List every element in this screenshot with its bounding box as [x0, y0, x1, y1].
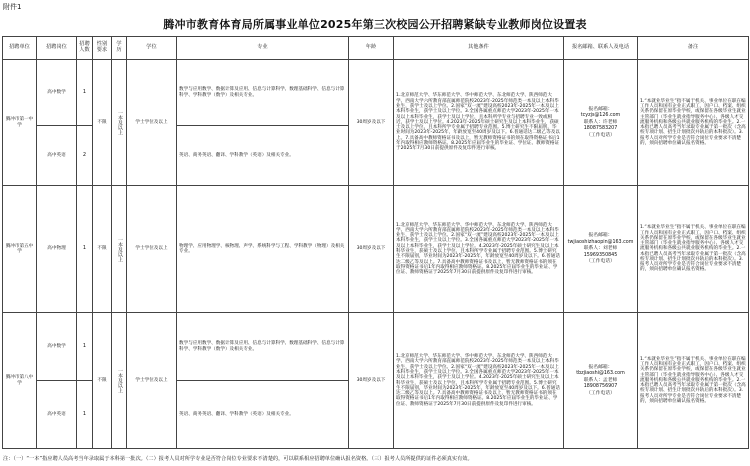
- post-cell: 高中数学: [37, 60, 77, 126]
- major-cell: 物理学、应用物理学、核物理、声学、系统科学与工程、学科教学（物理）及相关专业。: [177, 186, 349, 313]
- contact-person: 联系人：刘老师: [583, 246, 618, 252]
- contact-email[interactable]: tbzjiaoshi@163.com: [576, 371, 625, 377]
- contact-phone: 18908756907: [583, 384, 618, 390]
- post-cell: 高中英语: [37, 126, 77, 186]
- contact-person: 联系人：许老师: [583, 119, 618, 125]
- table-row: [3, 186, 749, 313]
- contact-email[interactable]: tcyzjs@126.com: [580, 113, 621, 119]
- post-cell: 高中英语: [37, 381, 77, 449]
- contact-email-label: 报名邮箱：: [588, 364, 613, 370]
- header-cell: 招聘人数: [77, 37, 93, 60]
- post-cell: 高中物理: [37, 186, 77, 313]
- header-cell: 招聘岗位: [37, 37, 77, 60]
- gender-cell: 不限: [93, 313, 112, 449]
- count-cell: 1: [77, 381, 93, 449]
- table-row: [3, 313, 749, 381]
- age-cell: 30周岁及以下: [349, 313, 394, 449]
- gender-cell: 不限: [93, 60, 112, 186]
- contact-email-label: 报名邮箱：: [588, 106, 613, 112]
- unit-cell: 腾冲市第一中学: [3, 60, 37, 186]
- contact-email-label: 报名邮箱：: [588, 233, 613, 239]
- contact-phone: 15969350845: [583, 252, 618, 258]
- gender-cell: 不限: [93, 186, 112, 313]
- header-cell: 招聘单位: [3, 37, 37, 60]
- degree-cell: 学士学位及以上: [127, 60, 177, 186]
- remarks-cell: 1.“本就业毕业生”指不属于机关、事业单位在职在编工作人员和国有企业正式职工，因户口、档案、组织关系仍保留在原毕业学校，或保留在各级毕业生就业主管部门（毕业生就业指导服务中心）、各级人才交流服务机构和各级公共就业服务机构的毕业生。2.一本指已聘人员高考当年录取专业属于第一批次（含高校专项计划、招生计划批次并轨后的本科批次）。3.报考人员对所学专业是否符合岗位专业要求不清楚的，须向招聘单位确认报名资格。: [638, 313, 749, 449]
- unit-cell: 腾冲市第八中学: [3, 313, 37, 449]
- contact-cell: [564, 60, 638, 186]
- header-cell: 报名邮箱、联系人及电话: [564, 37, 638, 60]
- education-cell: 一本及以上: [112, 60, 127, 186]
- header-cell: 学位: [127, 37, 177, 60]
- major-cell: 数学与应用数学、数据计算及应用、信息与计算科学、数理基础科学、信息与计算科学、学科教学（数学）及相关专业。: [177, 313, 349, 381]
- unit-cell: 腾冲市第五中学: [3, 186, 37, 313]
- age-cell: 30周岁及以下: [349, 60, 394, 186]
- attachment-label: 附件1: [3, 3, 22, 11]
- age-cell: 30周岁及以下: [349, 186, 394, 313]
- major-cell: 英语、商务英语、翻译、学科教学（英语）及相关专业。: [177, 126, 349, 186]
- header-cell: 学历: [112, 37, 127, 60]
- table-header-row: [3, 37, 749, 60]
- major-cell: 英语、商务英语、翻译、学科教学（英语）及相关专业。: [177, 381, 349, 449]
- count-cell: 1: [77, 186, 93, 313]
- contact-cell: [564, 186, 638, 313]
- degree-cell: 学士学位及以上: [127, 186, 177, 313]
- header-cell: 其他条件: [394, 37, 564, 60]
- header-cell: 备注: [638, 37, 749, 60]
- conditions-cell: 1.北京师范大学、华东师范大学、华中师范大学、东北师范大学、陕西师范大学、西南大学六所教育部直属师范院校2023年-2025年师范类一本及以上本科毕业生，获学士及以上学位。2.国家“双一流”建设高校2023年-2025年一本及以上本科毕业生，获学士及以上学位。3.全国各属重点师范大学2023年-2025年一本及以上本科毕业生，获学士及以上学位，且本科所学专业与招聘专业一致或相近，获学士及以上学位。4.2023年-2025年硕士研究生及以上本科毕业生，获硕士及以上学位，且本科所学专业属于招聘专业范围。5.博士研究生不限届别，毕业时间为2023年-2025年，年龄放宽至40周岁及以下。6.普通话达二级乙等及以上。7.具备高中教师资格证书及以上，暂无教师资格证书的须在取得资格证书后1年内取得相应教师资格证。8.2025年应届毕业生的毕业证、学位证、教师资格证于2025年7月30日前提供原件及复印件进行审核。: [394, 60, 564, 186]
- contact-phone-note: （工作电话）: [586, 390, 615, 396]
- conditions-cell: 1.北京师范大学、华东师范大学、华中师范大学、东北师范大学、陕西师范大学、西南大学六所教育部直属师范院校2023年-2025年师范类一本及以上本科毕业生，获学士及以上学位。2.国家“双一流”建设高校2023年-2025年一本及以上本科毕业生，获学士及以上学位。3.全国各属重点师范大学2023年-2025年一本及以上本科毕业生，获学士及以上学位。4.2023年-2025年硕士研究生及以上本科毕业生，获硕士及以上学位，且本科所学专业属于招聘专业范围。5.博士研究生不限届别，毕业时间为2023年-2025年，年龄放宽至40周岁及以下。6.普通话达二级乙等及以上。7.具备高中教师资格证书及以上，暂无教师资格证书的须在取得资格证书后1年内取得相应教师资格证。8.2025年应届毕业生的毕业证、学位证、教师资格证于2025年7月30日前提供原件及复印件进行审核。: [394, 186, 564, 313]
- contact-person: 联系人：孟老师: [583, 377, 618, 383]
- recruitment-table: [2, 36, 749, 449]
- contact-phone: 18087583207: [583, 126, 618, 132]
- count-cell: 1: [77, 313, 93, 381]
- table-row: [3, 60, 749, 126]
- header-cell: 专业: [177, 37, 349, 60]
- count-cell: 1: [77, 60, 93, 126]
- contact-cell: [564, 313, 638, 449]
- remarks-cell: 1.“本就业毕业生”指不属于机关、事业单位在职在编工作人员和国有企业正式职工，因户口、档案、组织关系仍保留在原毕业学校，或保留在各级毕业生就业主管部门（毕业生就业指导服务中心）、各级人才交流服务机构和各级公共就业服务机构的毕业生。2.一本指已聘人员高考当年录取专业属于第一批次（含高校专项计划、招生计划批次并轨后的本科批次）。3.报考人员对所学专业是否符合岗位专业要求不清楚的，须向招聘单位确认报名资格。: [638, 60, 749, 186]
- contact-phone-note: （工作电话）: [586, 259, 615, 265]
- education-cell: 一本及以上: [112, 186, 127, 313]
- remarks-cell: 1.“本就业毕业生”指不属于机关、事业单位在职在编工作人员和国有企业正式职工，因户口、档案、组织关系仍保留在原毕业学校，或保留在各级毕业生就业主管部门（毕业生就业指导服务中心）、各级人才交流服务机构和各级公共就业服务机构的毕业生。2.一本指已聘人员高考当年录取专业属于第一批次（含高校专项计划、招生计划批次并轨后的本科批次）。3.报考人员对所学专业是否符合岗位专业要求不清楚的，须向招聘单位确认报名资格。: [638, 186, 749, 313]
- header-cell: 年龄: [349, 37, 394, 60]
- education-cell: 一本及以上: [112, 313, 127, 449]
- major-cell: 数学与应用数学、数据计算及应用、信息与计算科学、数理基础科学、信息与计算科学、学科教学（数学）及相关专业。: [177, 60, 349, 126]
- conditions-cell: 1.北京师范大学、华东师范大学、华中师范大学、东北师范大学、陕西师范大学、西南大学六所教育部直属师范院校2023年-2025年师范类一本及以上本科毕业生，获学士及以上学位。2.国家“双一流”建设高校2023年-2025年一本及以上本科毕业生，获学士及以上学位。3.全国各属重点师范大学2023年-2025年一本及以上本科毕业生，获学士及以上学位。4.2023年-2025年硕士研究生及以上本科毕业生，获硕士及以上学位，且本科所学专业属于招聘专业范围。5.博士研究生不限届别，毕业时间为2023年-2025年，年龄放宽至40周岁及以下。6.普通话达二级乙等及以上。7.具备高中教师资格证书及以上，暂无教师资格证书的须在取得资格证书后1年内取得相应教师资格证。8.2025年应届毕业生的毕业证、学位证、教师资格证于2025年7月30日前提供原件及复印件进行审核。: [394, 313, 564, 449]
- header-cell: 性别要求: [93, 37, 112, 60]
- degree-cell: 学士学位及以上: [127, 313, 177, 449]
- page-title: 腾冲市教育体育局所属事业单位2025年第三次校园公开招聘紧缺专业教师岗位设置表: [163, 18, 587, 31]
- footnote: 注：（一）“一本”指应聘人员高考当年录取属于本科第一批次。（二）报考人员对所学专业是否符合岗位专业要求不清楚的，可以联系相应招聘单位确认报名资格。（三）报考人员所提供的证件必须真实有效。: [3, 456, 473, 462]
- contact-phone-note: （工作电话）: [586, 132, 615, 138]
- count-cell: 2: [77, 126, 93, 186]
- post-cell: 高中数学: [37, 313, 77, 381]
- contact-email[interactable]: twjiaoshizhaopin@163.com: [567, 239, 634, 245]
